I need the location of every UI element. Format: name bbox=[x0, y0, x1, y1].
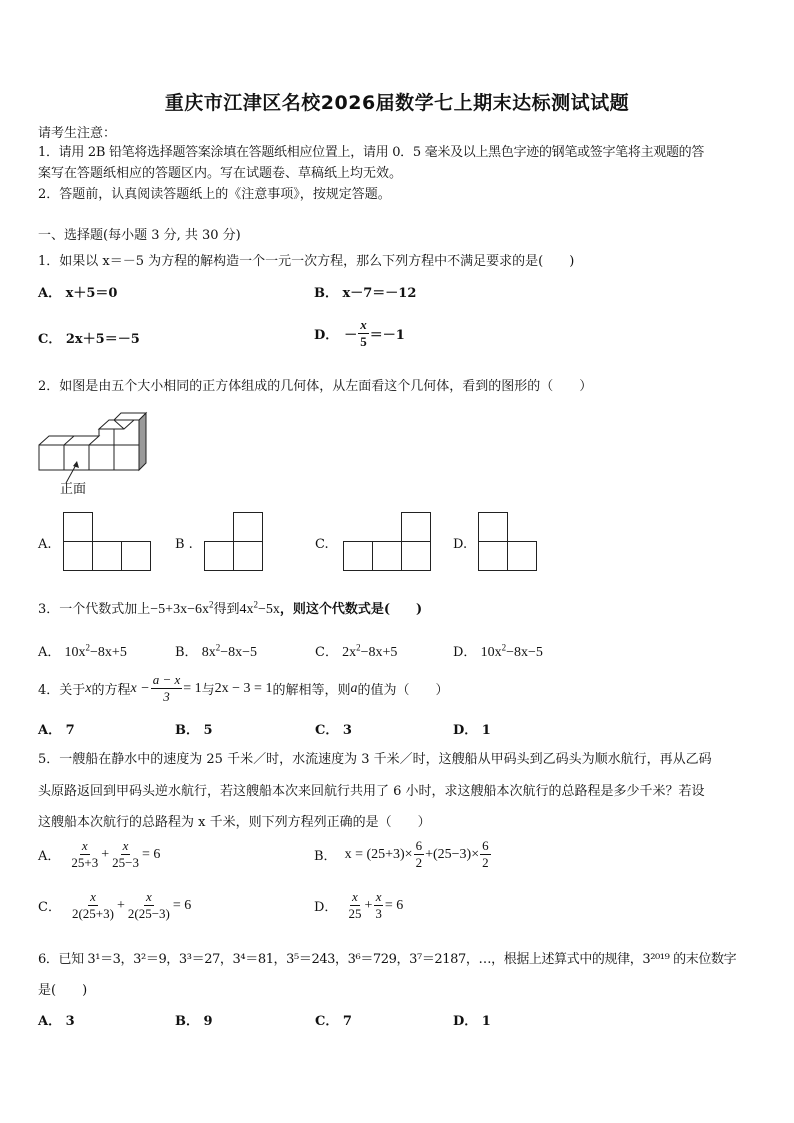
page-title: 重庆市江津区名校2026届数学七上期末达标测试试题 bbox=[164, 92, 630, 114]
q5-d-plus: + bbox=[364, 897, 373, 913]
q5-a-n1: x bbox=[81, 838, 88, 853]
q5-option-d[interactable] bbox=[314, 889, 403, 922]
q5-a-d2: 25−3 bbox=[112, 855, 139, 870]
q2-option-b-figure[interactable] bbox=[204, 512, 266, 572]
q4-option-a[interactable]: A． 7 bbox=[38, 723, 75, 738]
q2-option-c-figure[interactable] bbox=[343, 512, 435, 572]
q3-d-expr-a: 10x bbox=[480, 645, 502, 660]
q1-d-numerator: x bbox=[360, 317, 367, 332]
q3-expr-2 bbox=[239, 599, 280, 617]
q5-d-label: D． bbox=[314, 900, 338, 915]
q2-option-a-label[interactable]: A. bbox=[38, 537, 52, 552]
q5-a-frac-2 bbox=[110, 838, 141, 871]
q2-stem: 2．如图是由五个大小相同的正方体组成的几何体，从左面看这个几何体，看到的图形的（ ） bbox=[38, 379, 593, 394]
q3-option-c[interactable] bbox=[315, 641, 397, 661]
q1-d-label: D． bbox=[314, 328, 339, 343]
q4-eq2: 2x − 3 = 1 bbox=[214, 680, 273, 696]
q6-option-c[interactable]: C． 7 bbox=[315, 1014, 352, 1029]
q1-option-c[interactable]: C． 2x＋5＝－5 bbox=[38, 332, 140, 347]
q3-a-expr-b: −8x+5 bbox=[90, 645, 127, 660]
q6-stem-1: 6．已知 3¹＝3，3²＝9，3³＝27，3⁴＝81，3⁵＝243，3⁶＝729，3⁷＝2187，…，根据上述算式中的规律，3²⁰¹⁹ 的末位数字 bbox=[38, 952, 737, 967]
q4-stem-d: 的解相等，则 bbox=[272, 683, 351, 698]
q1-d-minus: － bbox=[344, 328, 358, 343]
q2-front-label: 正面 bbox=[60, 482, 87, 497]
q3-b-exp: 2 bbox=[215, 642, 221, 653]
q4-option-b[interactable]: B． 5 bbox=[175, 723, 213, 738]
q4-stem-c: 与 bbox=[201, 683, 215, 698]
q4-eq-x: x − bbox=[130, 680, 150, 696]
q3-expr-1-text: −5+3x−6x bbox=[150, 602, 209, 617]
q4-stem bbox=[38, 672, 448, 705]
q3-a-label: A． bbox=[38, 645, 61, 660]
q5-c-plus: + bbox=[116, 897, 125, 913]
q2-option-d-figure[interactable] bbox=[478, 512, 540, 572]
q3-c-exp: 2 bbox=[356, 642, 361, 653]
q5-a-d1: 25+3 bbox=[71, 855, 99, 870]
q4-fraction bbox=[151, 672, 183, 705]
q5-line-3: 这艘船本次航行的总路程为 x 千米，则下列方程列正确的是（ ） bbox=[38, 815, 431, 830]
q1-d-fraction bbox=[358, 317, 369, 350]
q5-b-b: +(25−3)× bbox=[425, 846, 480, 862]
q5-line-2: 头原路返回到甲码头逆水航行，若这艘船本次来回航行共用了 6 小时，求这艘船本次航行的总路程是多少千米？若设 bbox=[38, 784, 705, 799]
q5-b-n1: 6 bbox=[415, 838, 423, 853]
q5-d-frac-1 bbox=[346, 889, 363, 922]
q5-option-b[interactable] bbox=[314, 838, 492, 871]
q3-option-d[interactable] bbox=[453, 641, 543, 661]
q3-option-b[interactable] bbox=[175, 641, 257, 661]
notice-line-1b: 案写在答题纸相应的答题区内。写在试题卷、草稿纸上均无效。 bbox=[38, 166, 403, 181]
q5-b-a: x = (25+3)× bbox=[344, 846, 413, 862]
q4-eq-rhs: = 1 bbox=[183, 680, 202, 696]
q5-a-label: A． bbox=[38, 849, 61, 864]
q3-expr-2b: −5x bbox=[257, 602, 280, 617]
q2-cube-figure bbox=[36, 405, 146, 497]
q4-option-d[interactable]: D． 1 bbox=[453, 723, 491, 738]
q1-option-b[interactable]: B． x－7＝－12 bbox=[314, 286, 417, 301]
q1-option-d[interactable] bbox=[314, 317, 405, 350]
q2-option-a-figure[interactable] bbox=[63, 512, 153, 572]
notice-line-1a: 1．请用 2B 铅笔将选择题答案涂填在答题纸相应位置上，请用 0．5 毫米及以上黑色字迹的钢笔或签字笔将主观题的答 bbox=[38, 145, 705, 160]
q3-c-expr-a: 2x bbox=[342, 645, 357, 660]
q6-stem-2: 是( ) bbox=[38, 983, 88, 998]
q4-denominator: 3 bbox=[163, 689, 170, 704]
q3-d-label: D． bbox=[453, 645, 477, 660]
q5-d-frac-2 bbox=[373, 889, 384, 922]
q5-c-rhs: = 6 bbox=[172, 897, 192, 913]
q4-numerator: a − x bbox=[152, 672, 181, 687]
q1-option-a[interactable]: A． x＋5＝0 bbox=[38, 286, 118, 301]
q5-c-frac-1 bbox=[70, 889, 116, 922]
q3-c-label: C． bbox=[315, 645, 338, 660]
q3-stem-a: 3．一个代数式加上 bbox=[38, 602, 151, 617]
q2-option-b-label[interactable]: B . bbox=[175, 537, 193, 552]
q5-c-frac-2 bbox=[126, 889, 172, 922]
q5-c-n1: x bbox=[90, 889, 96, 904]
q3-a-exp: 2 bbox=[85, 642, 91, 653]
q3-expr-1 bbox=[150, 599, 214, 617]
q3-d-expr-b: −8x−5 bbox=[506, 645, 543, 660]
q3-stem bbox=[38, 598, 422, 618]
q5-b-n2: 6 bbox=[482, 838, 489, 853]
q2-option-d-label[interactable]: D. bbox=[453, 537, 468, 552]
q5-d-d2: 3 bbox=[375, 906, 382, 921]
q6-option-a[interactable]: A． 3 bbox=[38, 1014, 75, 1029]
q3-b-expr-b: −8x−5 bbox=[220, 645, 257, 660]
q6-option-b[interactable]: B． 9 bbox=[175, 1014, 213, 1029]
q3-a-expr-a: 10x bbox=[64, 645, 86, 660]
q5-a-n2: x bbox=[122, 838, 129, 853]
q5-d-rhs: = 6 bbox=[384, 897, 404, 913]
q3-b-label: B． bbox=[175, 645, 198, 660]
q3-b-expr-a: 8x bbox=[201, 645, 216, 660]
q5-a-frac-1 bbox=[69, 838, 100, 871]
notice-heading: 请考生注意： bbox=[38, 126, 117, 141]
q3-expr-1-exp: 2 bbox=[208, 599, 214, 610]
q4-stem-a: 4．关于 bbox=[38, 683, 86, 698]
q3-b-expr bbox=[201, 642, 257, 660]
q5-b-d2: 2 bbox=[482, 855, 489, 870]
q5-a-plus: + bbox=[101, 846, 110, 862]
q3-d-exp: 2 bbox=[501, 642, 507, 653]
q5-b-d1: 2 bbox=[415, 855, 423, 870]
notice-line-2: 2．答题前，认真阅读答题纸上的《注意事项》，按规定答题。 bbox=[38, 187, 391, 202]
q4-stem-b: 的方程 bbox=[91, 683, 131, 698]
q5-c-d2: 2(25−3) bbox=[127, 906, 170, 921]
q4-option-c[interactable]: C． 3 bbox=[315, 723, 352, 738]
q5-a-rhs: = 6 bbox=[141, 846, 161, 862]
q3-d-expr bbox=[480, 642, 543, 660]
q3-stem-b: 得到 bbox=[213, 602, 240, 617]
q5-option-a[interactable] bbox=[38, 838, 160, 871]
q6-option-d[interactable]: D． 1 bbox=[453, 1014, 491, 1029]
q4-var-x: x bbox=[85, 680, 92, 696]
q5-b-frac-1 bbox=[414, 838, 425, 871]
q3-stem-c: ，则这个代数式是( ) bbox=[279, 602, 423, 617]
q5-c-n2: x bbox=[145, 889, 152, 904]
q3-option-a[interactable] bbox=[38, 641, 127, 661]
q1-stem: 1．如果以 x＝－5 为方程的解构造一个一元一次方程，那么下列方程中不满足要求的是( ) bbox=[38, 254, 575, 269]
q5-d-n2: x bbox=[375, 889, 382, 904]
section-heading: 一、选择题(每小题 3 分, 共 30 分) bbox=[38, 228, 241, 243]
q1-d-denominator: 5 bbox=[360, 334, 367, 349]
q4-stem-e: 的值为（ ） bbox=[357, 683, 449, 698]
q5-d-d1: 25 bbox=[348, 906, 362, 921]
q5-d-n1: x bbox=[352, 889, 358, 904]
q5-option-c[interactable] bbox=[38, 889, 191, 922]
q5-b-label: B． bbox=[314, 849, 337, 864]
q2-option-c-label[interactable]: C. bbox=[315, 537, 329, 552]
q5-b-frac-2 bbox=[480, 838, 491, 871]
q3-expr-2-exp: 2 bbox=[253, 599, 258, 610]
q3-expr-2a: 4x bbox=[239, 602, 254, 617]
q5-c-label: C． bbox=[38, 900, 61, 915]
q3-c-expr-b: −8x+5 bbox=[360, 645, 398, 660]
q4-var-a: a bbox=[350, 680, 358, 696]
q3-a-expr bbox=[64, 642, 127, 660]
q5-c-d1: 2(25+3) bbox=[71, 906, 114, 921]
q5-line-1: 5．一艘船在静水中的速度为 25 千米／时，水流速度为 3 千米／时，这艘船从甲码头到乙码头为顺水航行，再从乙码 bbox=[38, 752, 712, 767]
q3-c-expr bbox=[342, 642, 398, 660]
q1-d-tail: ＝－1 bbox=[369, 328, 405, 343]
